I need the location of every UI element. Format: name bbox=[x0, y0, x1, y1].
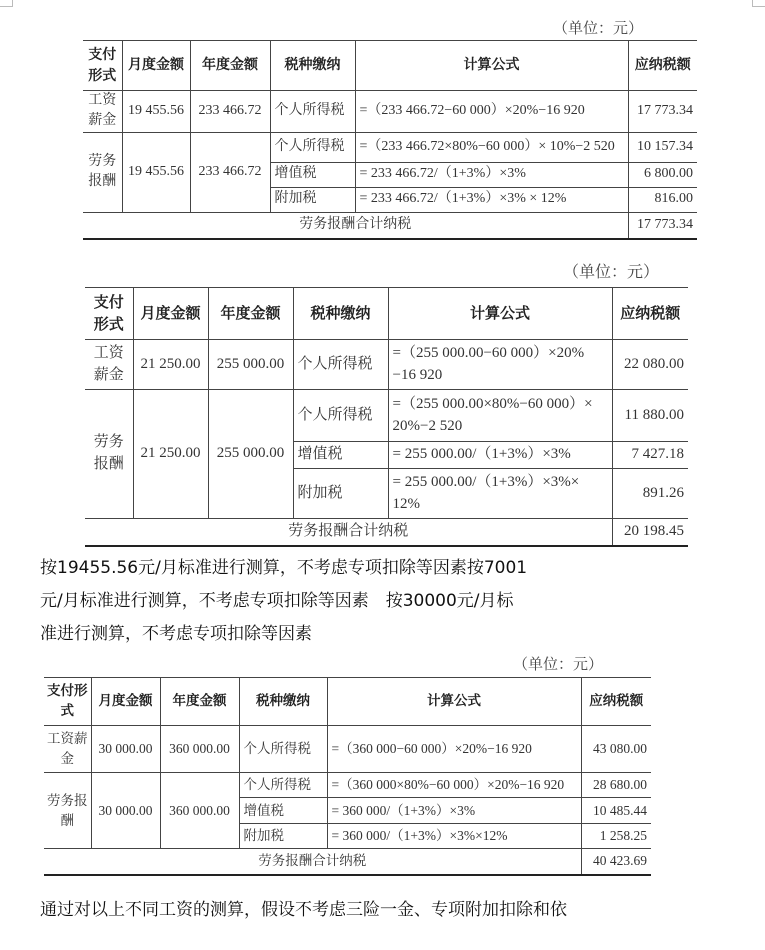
tax-type: 个人所得税 bbox=[270, 132, 355, 162]
column-header: 年度金额 bbox=[190, 41, 270, 91]
tax-amount: 10 157.34 bbox=[628, 132, 697, 162]
paragraph-1 bbox=[40, 552, 527, 651]
formula: = 255 000.00/（1+3%）×3%× 12% bbox=[388, 469, 612, 519]
tax-type: 增值税 bbox=[239, 798, 327, 824]
tax-table-1 bbox=[83, 40, 697, 240]
formula: = 255 000.00/（1+3%）×3% bbox=[388, 442, 612, 469]
annual-amount: 255 000.00 bbox=[208, 340, 293, 390]
tax-amount: 7 427.18 bbox=[612, 442, 688, 469]
annual-amount: 233 466.72 bbox=[190, 91, 270, 133]
monthly-amount: 30 000.00 bbox=[91, 726, 160, 773]
table-row bbox=[44, 726, 651, 773]
table-row bbox=[85, 519, 688, 546]
table-row bbox=[83, 212, 697, 239]
total-label: 劳务报酬合计纳税 bbox=[85, 519, 612, 546]
payment-type: 工资薪金 bbox=[83, 91, 122, 133]
tax-amount: 1 258.25 bbox=[581, 824, 651, 849]
tax-amount: 891.26 bbox=[612, 469, 688, 519]
paragraph-2: 通过对以上不同工资的测算，假设不考虑三险一金、专项附加扣除和依 bbox=[40, 900, 567, 920]
formula: =（360 000−60 000）×20%−16 920 bbox=[327, 726, 581, 773]
page-corner-mark bbox=[752, 0, 765, 7]
formula: =（255 000.00×80%−60 000）× 20%−2 520 bbox=[388, 390, 612, 442]
payment-type: 工资薪金 bbox=[85, 340, 133, 390]
annual-amount: 360 000.00 bbox=[160, 773, 239, 849]
tax-type: 增值税 bbox=[270, 162, 355, 187]
tax-type: 个人所得税 bbox=[270, 91, 355, 133]
column-header: 税种缴纳 bbox=[239, 678, 327, 726]
tax-type: 附加税 bbox=[239, 824, 327, 849]
total-amount: 40 423.69 bbox=[581, 849, 651, 875]
tax-amount: 6 800.00 bbox=[628, 162, 697, 187]
column-header: 应纳税额 bbox=[581, 678, 651, 726]
tax-amount: 28 680.00 bbox=[581, 773, 651, 798]
tax-amount: 22 080.00 bbox=[612, 340, 688, 390]
table-row bbox=[83, 41, 697, 91]
column-header: 计算公式 bbox=[355, 41, 628, 91]
column-header: 支付形式 bbox=[83, 41, 122, 91]
payment-type: 劳务报酬 bbox=[44, 773, 91, 849]
monthly-amount: 30 000.00 bbox=[91, 773, 160, 849]
annual-amount: 233 466.72 bbox=[190, 132, 270, 212]
payment-type: 劳务报酬 bbox=[85, 390, 133, 519]
tax-table-3 bbox=[44, 677, 651, 876]
column-header: 计算公式 bbox=[327, 678, 581, 726]
column-header: 年度金额 bbox=[208, 288, 293, 340]
payment-type: 工资薪金 bbox=[44, 726, 91, 773]
column-header: 支付形式 bbox=[85, 288, 133, 340]
total-label: 劳务报酬合计纳税 bbox=[83, 212, 628, 239]
page-corner-mark bbox=[0, 0, 13, 7]
text-line: 按19455.56元/月标准进行测算，不考虑专项扣除等因素按7001 bbox=[40, 558, 528, 578]
formula: = 360 000/（1+3%）×3%×12% bbox=[327, 824, 581, 849]
total-amount: 17 773.34 bbox=[628, 212, 697, 239]
tax-amount: 43 080.00 bbox=[581, 726, 651, 773]
column-header: 月度金额 bbox=[122, 41, 190, 91]
tax-type: 个人所得税 bbox=[239, 773, 327, 798]
formula: =（255 000.00−60 000）×20% −16 920 bbox=[388, 340, 612, 390]
text-line: 元/月标准进行测算，不考虑专项扣除等因素 按30000元/月标 bbox=[40, 591, 514, 611]
table-row bbox=[83, 132, 697, 162]
text-line: 准进行测算，不考虑专项扣除等因素 bbox=[40, 624, 312, 644]
table-row bbox=[85, 340, 688, 390]
formula: =（233 466.72×80%−60 000）× 10%−2 520 bbox=[355, 132, 628, 162]
formula: =（360 000×80%−60 000）×20%−16 920 bbox=[327, 773, 581, 798]
column-header: 年度金额 bbox=[160, 678, 239, 726]
unit-label: （单位：元） bbox=[563, 264, 660, 281]
table-row bbox=[85, 288, 688, 340]
tax-type: 增值税 bbox=[293, 442, 388, 469]
tax-type: 个人所得税 bbox=[239, 726, 327, 773]
tax-amount: 11 880.00 bbox=[612, 390, 688, 442]
tax-type: 附加税 bbox=[293, 469, 388, 519]
monthly-amount: 19 455.56 bbox=[122, 91, 190, 133]
monthly-amount: 21 250.00 bbox=[133, 390, 208, 519]
formula: = 233 466.72/（1+3%）×3% × 12% bbox=[355, 187, 628, 212]
tax-type: 个人所得税 bbox=[293, 340, 388, 390]
column-header: 计算公式 bbox=[388, 288, 612, 340]
column-header: 应纳税额 bbox=[628, 41, 697, 91]
tax-amount: 10 485.44 bbox=[581, 798, 651, 824]
tax-table-2 bbox=[85, 287, 688, 547]
monthly-amount: 21 250.00 bbox=[133, 340, 208, 390]
formula: =（233 466.72−60 000）×20%−16 920 bbox=[355, 91, 628, 133]
column-header: 税种缴纳 bbox=[270, 41, 355, 91]
formula: = 233 466.72/（1+3%）×3% bbox=[355, 162, 628, 187]
annual-amount: 255 000.00 bbox=[208, 390, 293, 519]
column-header: 月度金额 bbox=[133, 288, 208, 340]
payment-type: 劳务报酬 bbox=[83, 132, 122, 212]
formula: = 360 000/（1+3%）×3% bbox=[327, 798, 581, 824]
column-header: 月度金额 bbox=[91, 678, 160, 726]
tax-amount: 17 773.34 bbox=[628, 91, 697, 133]
total-label: 劳务报酬合计纳税 bbox=[44, 849, 581, 875]
table-row bbox=[44, 678, 651, 726]
table-row bbox=[83, 91, 697, 133]
column-header: 支付形式 bbox=[44, 678, 91, 726]
annual-amount: 360 000.00 bbox=[160, 726, 239, 773]
tax-type: 个人所得税 bbox=[293, 390, 388, 442]
monthly-amount: 19 455.56 bbox=[122, 132, 190, 212]
unit-label: （单位：元） bbox=[553, 21, 644, 37]
table-row bbox=[44, 849, 651, 875]
tax-type: 附加税 bbox=[270, 187, 355, 212]
table-row bbox=[85, 390, 688, 442]
total-amount: 20 198.45 bbox=[612, 519, 688, 546]
unit-label: （单位：元） bbox=[513, 657, 604, 673]
column-header: 应纳税额 bbox=[612, 288, 688, 340]
tax-amount: 816.00 bbox=[628, 187, 697, 212]
column-header: 税种缴纳 bbox=[293, 288, 388, 340]
table-row bbox=[44, 773, 651, 798]
